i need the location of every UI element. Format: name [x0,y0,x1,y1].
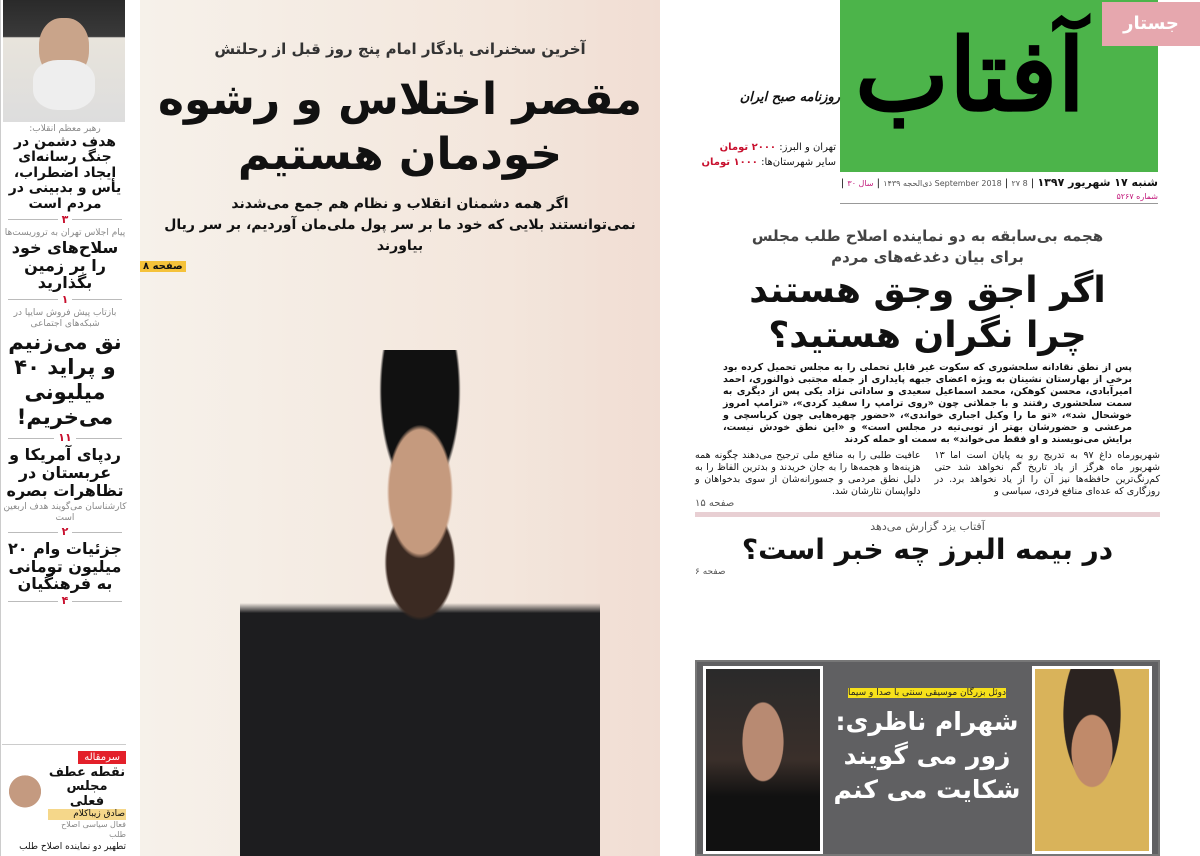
right-kicker: هجمه بی‌سابقه به دو نماینده اصلاح طلب مجلس برای بیان دغدغه‌های مردم [751,227,1104,266]
item-kicker: بازتاب پیش فروش سایپا در شبکه‌های اجتماعی [13,307,117,329]
editorial-author-role: فعال سیاسی اصلاح طلب [61,819,126,839]
insurance-headline[interactable]: در بیمه البرز چه خبر است؟ [741,533,1114,566]
editorial-author: صادق زیباکلام [48,809,126,820]
right-stories [695,226,1160,578]
item-headline[interactable]: سلاح‌های خود را بر زمین بگذارید [11,237,119,293]
music-headline: شهرام ناظری: زور می گویند شکایت می کنم [833,707,1021,804]
right-headline[interactable]: اگر اجق وجق هستند چرا نگران هستید؟ [749,270,1106,356]
nazeri-photo [1032,666,1152,854]
page-ref: ۱۱ [8,432,122,444]
page-ref: ۴ [8,595,122,607]
dateline: شنبه ۱۷ شهریور ۱۳۹۷ | 8 September 2018 | ۲۷ ذی‌الحجه ۱۴۳۹ | سال ۳۰ | شماره ۵۲۶۷ [840,176,1158,204]
item-subkicker: کارشناسان می‌گویند هدف اربعین است [3,502,127,524]
left-column [0,0,128,856]
shahram-nazeri-photo [703,666,823,854]
item-headline[interactable]: ردپای آمریکا و عربستان در تظاهرات بصره [6,445,124,500]
item-headline[interactable]: جزئیات وام ۲۰ میلیون تومانی به فرهنگیان [8,539,122,594]
right-col-text: شهریورماه داغ ۹۷ به تدریج رو به پایان است اما ۱۳ شهریور ماه هرگز از یاد تاریخ گم نخواهد شد حتی کم‌رنگ‌ترین حافظه‌ها نیز آن را از یاد نخواهد برد. در روزگاری که عده‌ای منافع فردی، سیاسی و [934,450,1160,497]
page-ref: ۱ [8,294,122,306]
main-quote: اگر همه دشمنان انقلاب و نظام هم جمع می‌شدند نمی‌توانستند بلایی که خود ما بر سر پول ملی‌مان آوردیم، بر سر ریال بیاورند [164,196,636,254]
newspaper-logo[interactable]: آفتاب [854,16,1086,134]
item-headline[interactable]: هدف دشمن در جنگ رسانه‌ای ایجاد اضطراب، یأس و بدبینی در مردم است [8,134,122,212]
editorial-tag: سرمقاله [78,751,126,764]
item-kicker: پیام اجلاس تهران به تروریست‌ها [4,227,126,238]
main-story [140,0,660,856]
insurance-kicker: آفتاب یزد گزارش می‌دهد [870,520,985,533]
main-headline[interactable]: مقصر اختلاس و رشوه خودمان هستیم [158,74,642,180]
item-kicker: رهبر معظم انقلاب: [29,124,101,134]
item-headline[interactable]: نق می‌زنیم و پراید ۴۰ میلیونی می‌خریم! [8,329,122,430]
page-ref[interactable]: صفحه ۱۵ [695,498,735,509]
divider [695,512,1160,517]
main-photo [240,350,600,856]
author-photo [4,769,46,825]
price-box: تهران و البرز: ۲۰۰۰ تومان سایر شهرستان‌ها: ۱۰۰۰ تومان [701,142,836,168]
page-ref[interactable]: صفحه ۸ [140,261,186,272]
masthead-subtitle: روزنامه صبح ایران [739,90,840,105]
editorial-teaser: تطهیر دو نماینده اصلاح طلب [19,841,126,852]
editorial-box[interactable] [2,744,126,856]
left-headlines [2,124,128,609]
main-kicker: آخرین سخنرانی یادگار امام پنج روز قبل از رحلتش [214,40,586,58]
corner-label[interactable]: جستار [1102,2,1200,46]
page-ref: ۲ [8,526,122,538]
editorial-title: نقطه عطف مجلس فعلی [48,765,126,809]
right-lead-body: پس از نطق نقادانه سلحشوری که سکوت غیر قابل تحملی را به مجلس تحمیل کرده بود برخی از بهارستان نشینان به ویژه اعضای جبهه پایداری از جمله مجتبی ذوالنوری، احمد امیرآبادی، محسن کوهکن، محمد اسماعیل سعیدی و ساداتی نژاد یکی پس از دیگری به سمت سلحشوری رفتند و با جملاتی چون «روی ترامپ را سفید کردی»، «ترامپ امروز خوشحال شد»، «تو ما را وکیل اجباری خواندی»، «حضور چهره‌هایی چون کرباسچی و مرعشی و حضورشان بهتر از تویی‌تیه در مجلس است» و «این نطق خودش نیست، برایش می‌نویسند و او فقط می‌خواند» به سمت او حمله کردند [723,362,1132,445]
left-col-text: عافیت طلبی را به منافع ملی ترجیح می‌دهند چگونه همه هزینه‌ها و هجمه‌ها را به جان خریدند و بدترین الفاظ را به دلیل نطق مردمی و جسورانه‌شان از سوی بدخواهان و دلواپسان نثارشان شد. [695,450,921,497]
music-kicker: دوئل بزرگان موسیقی سنتی با صدا و سیما [847,688,1007,698]
music-text [829,680,1025,806]
music-story-box[interactable] [695,660,1160,856]
page-ref[interactable]: صفحه ۶ [695,566,726,577]
leader-portrait-photo [3,0,125,122]
page-ref: ۳ [8,214,122,226]
